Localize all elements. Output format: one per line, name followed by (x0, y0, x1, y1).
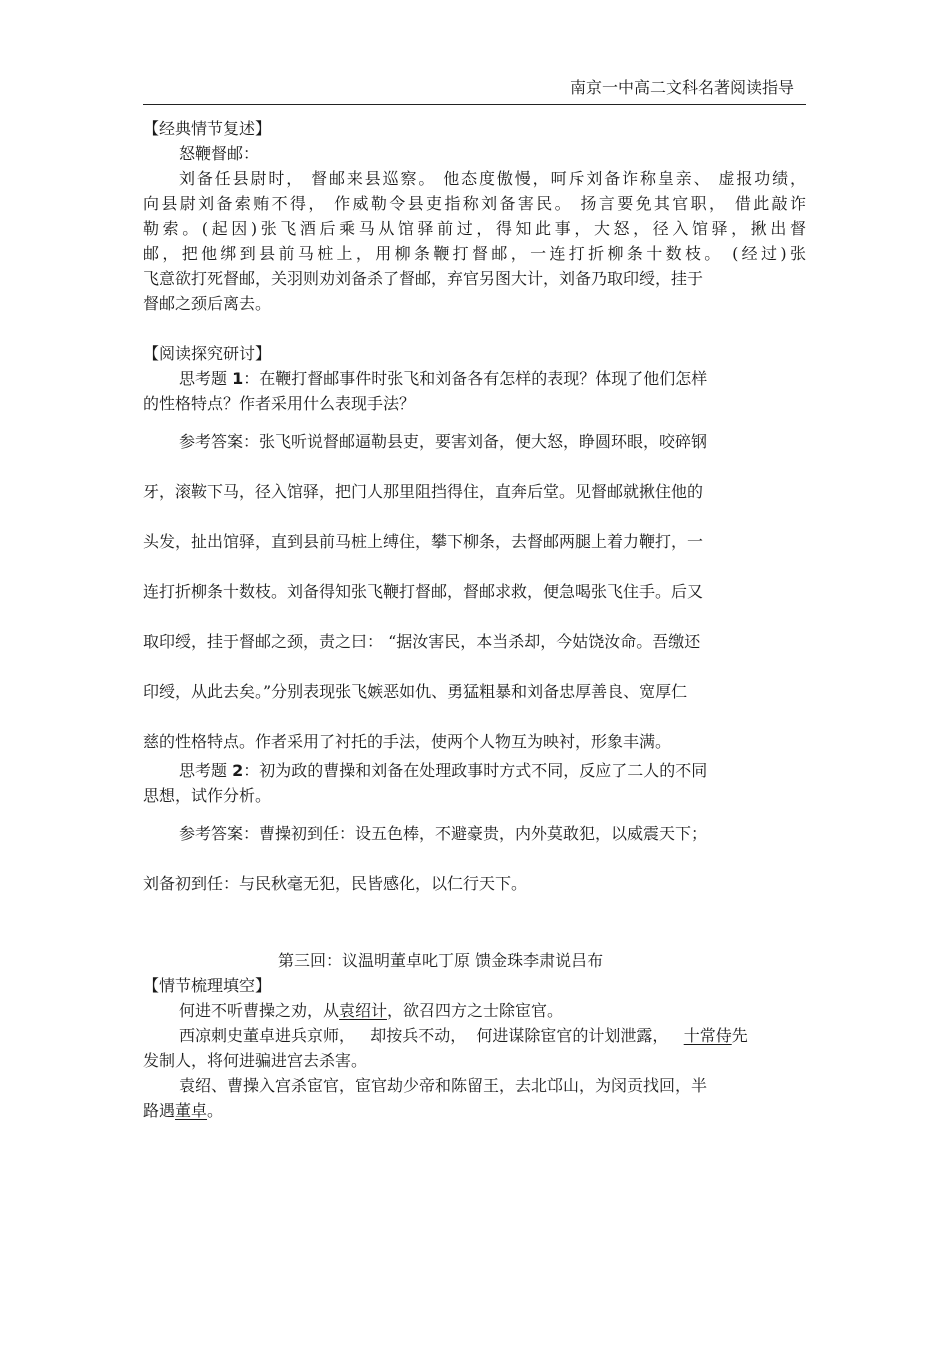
fill-line-5 (143, 1098, 806, 1123)
question-1-cont: 的性格特点？作者采用什么表现手法？ (143, 394, 416, 413)
fill-line-3: 发制人，将何进骗进宫去杀害。 (143, 1051, 368, 1070)
text-segment: 路遇 (143, 1101, 176, 1120)
question-text: ：初为政的曹操和刘备在处理政事时方式不同，反应了二人的不同 (243, 761, 708, 780)
fill-answer: 十常侍 (683, 1026, 732, 1045)
question-2-cont: 思想，试作分析。 (143, 786, 272, 805)
text-segment: 西凉刺史董卓进兵京师， 却按兵不动， 何进谋除宦官的计划泄露， (179, 1026, 684, 1045)
paragraph-line: 督邮之颈后离去。 (143, 294, 272, 313)
answer-1-line: 取印绶，挂于督邮之颈，责之曰： “据汝害民，本当杀却，今姑饶汝命。吾缴还 (143, 632, 701, 651)
fill-answer: 袁绍计 (339, 1001, 388, 1020)
question-1 (143, 366, 806, 391)
question-number: 2 (232, 761, 244, 780)
answer-1-line: 参考答案：张飞听说督邮逼勒县吏，要害刘备，便大怒，睁圆环眼，咬碎钢 (179, 432, 708, 451)
answer-1-line: 印绶，从此去矣。”分别表现张飞嫉恶如仇、勇猛粗暴和刘备忠厚善良、宽厚仁 (143, 682, 688, 701)
header-title: 南京一中高二文科名著阅读指导 (569, 78, 794, 97)
paragraph-line: 飞意欲打死督邮，关羽则劝刘备杀了督邮，弃官另图大计，刘备乃取印绶，挂于 (143, 269, 704, 288)
answer-1-line: 连打折柳条十数枝。刘备得知张飞鞭打督邮，督邮求救，便急喝张飞住手。后又 (143, 582, 704, 601)
text-segment: 何进不听曹操之劝，从 (179, 1001, 340, 1020)
fill-line-4: 袁绍、曹操入宫杀宦官，宦官劫少帝和陈留王，去北邙山，为闵贡找回，半 (179, 1076, 708, 1095)
answer-1-line: 头发，扯出馆驿，直到县前马桩上缚住，攀下柳条，去督邮两腿上着力鞭打，一 (143, 532, 704, 551)
page-header (143, 74, 806, 105)
section-subtitle: 怒鞭督邮： (179, 144, 260, 163)
question-label: 思考题 (179, 369, 228, 388)
answer-1-line: 牙，滚鞍下马，径入馆驿，把门人那里阻挡得住，直奔后堂。见督邮就揪住他的 (143, 482, 704, 501)
fill-line-1 (143, 998, 806, 1023)
question-label: 思考题 (179, 761, 228, 780)
text-segment: 先 (731, 1026, 748, 1045)
question-text: ：在鞭打督邮事件时张飞和刘备各有怎样的表现？体现了他们怎样 (243, 369, 708, 388)
document-body (143, 116, 806, 1123)
question-2 (143, 758, 806, 783)
chapter-title: 第三回：议温明董卓叱丁原 馈金珠李肃说吕布 (278, 951, 604, 970)
section-heading-reading-research: 【阅读探究研讨】 (143, 344, 272, 363)
text-segment: ，欲召四方之士除宦官。 (387, 1001, 564, 1020)
section-heading-plot-fill: 【情节梳理填空】 (143, 976, 272, 995)
question-number: 1 (232, 369, 244, 388)
paragraph-line: 刘备任县尉时， 督邮来县巡察。 他态度傲慢，呵斥刘备诈称皇亲、 虚报功绩， (179, 169, 806, 188)
answer-1-line: 慈的性格特点。作者采用了衬托的手法，使两个人物互为映衬，形象丰满。 (143, 732, 672, 751)
fill-line-2 (143, 1023, 806, 1048)
section-heading-plot-retelling: 【经典情节复述】 (143, 119, 272, 138)
fill-answer: 董卓 (175, 1101, 208, 1120)
paragraph-line: 勒索。(起因)张飞酒后乘马从馆驿前过，得知此事，大怒，径入馆驿，揪出督 (143, 219, 806, 238)
answer-2-line: 参考答案：曹操初到任：设五色棒，不避豪贵，内外莫敢犯，以威震天下； (179, 824, 708, 843)
answer-2-line: 刘备初到任：与民秋毫无犯，民皆感化，以仁行天下。 (143, 874, 528, 893)
text-segment: 。 (207, 1101, 224, 1120)
paragraph-line: 邮，把他绑到县前马桩上，用柳条鞭打督邮，一连打折柳条十数枝。 (经过)张 (143, 244, 806, 263)
paragraph-line: 向县尉刘备索贿不得， 作威勒令县吏指称刘备害民。 扬言要免其官职， 借此敲诈 (143, 194, 806, 213)
